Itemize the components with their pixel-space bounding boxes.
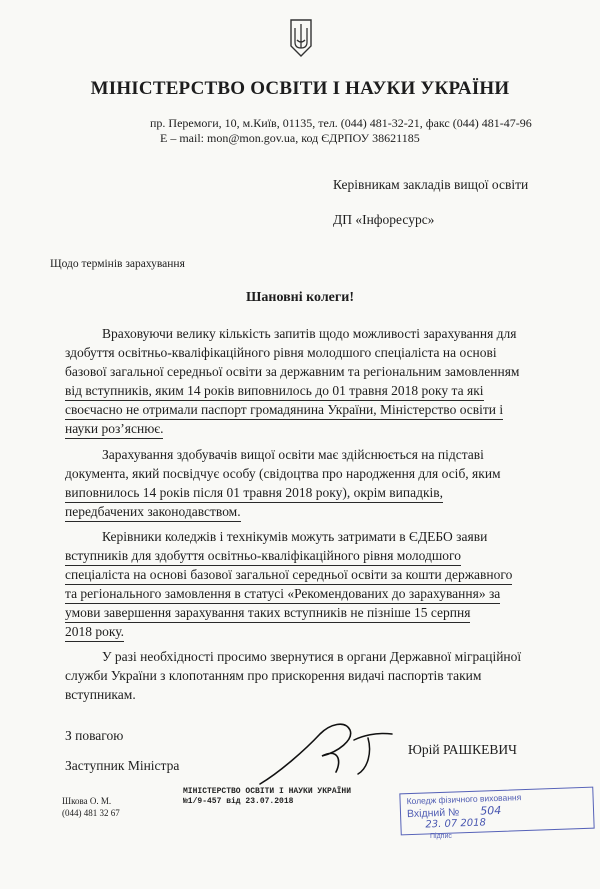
- paragraph-1-line-3: базової загальної середньої освіти за державним та регіональним замовленням: [65, 364, 520, 379]
- paragraph-4-line-3: вступникам.: [65, 687, 136, 702]
- paragraph-3-line-5: умови завершення зарахування таких вступників не пізніше 15 серпня: [65, 603, 470, 623]
- salutation: Шановні колеги!: [246, 290, 354, 305]
- executor-info: [62, 795, 120, 819]
- ministry-title: МІНІСТЕРСТВО ОСВІТИ І НАУКИ УКРАЇНИ: [90, 78, 510, 99]
- subject-line: Щодо термінів зарахування: [50, 258, 185, 270]
- paragraph-3-line-6: 2018 року.: [65, 622, 124, 642]
- stamp-college-name: Коледж фізичного виховання: [406, 792, 522, 807]
- paragraph-1-line-6: науки роз’яснює.: [65, 419, 163, 439]
- signer-name: Юрій РАШКЕВИЧ: [408, 742, 517, 757]
- paragraph-3-line-4: та регіонального замовлення в статусі «Рекомендованих до зарахування» за: [65, 584, 500, 604]
- stamp-incoming-label: Вхідний №: [406, 806, 460, 821]
- handwritten-signature: [250, 712, 400, 792]
- executor-name: Шкова О. М.: [62, 796, 112, 806]
- trident-emblem-icon: [289, 18, 313, 58]
- executor-phone: (044) 481 32 67: [62, 808, 120, 818]
- closing-phrase: З повагою: [65, 728, 124, 743]
- address-line: пр. Перемоги, 10, м.Київ, 01135, тел. (044) 481-32-21, факс (044) 481-47-96: [150, 116, 532, 130]
- registration-ministry: МІНІСТЕРСТВО ОСВІТИ І НАУКИ УКРАЇНИ: [183, 787, 352, 796]
- paragraph-4-line-1: У разі необхідності просимо звернутися в органи Державної міграційної: [102, 649, 522, 664]
- paragraph-1-line-2: здобуття освітньо-кваліфікаційного рівня молодшого спеціаліста на основі: [65, 345, 497, 360]
- paragraph-3-line-2: вступників для здобуття освітньо-кваліфікаційного рівня молодшого: [65, 546, 461, 566]
- signer-position: Заступник Міністра: [65, 758, 180, 773]
- recipient-heads: Керівникам закладів вищої освіти: [333, 177, 529, 192]
- paragraph-1-line-4: від вступників, яким 14 років виповнилось до 01 травня 2018 року та які: [65, 381, 484, 401]
- paragraph-3-line-3: спеціаліста на основі базової загальної середньої освіти за кошти державного: [65, 565, 512, 585]
- paragraph-2-line-3: виповнилось 14 років після 01 травня 2018 року), окрім випадків,: [65, 483, 443, 503]
- recipient-inforesurs: ДП «Інфоресурс»: [333, 212, 435, 227]
- paragraph-1-line-1: Враховуючи велику кількість запитів щодо можливості зарахування для: [102, 326, 517, 341]
- stamp-signature-label: Підпис: [430, 833, 452, 840]
- paragraph-1-line-5: своєчасно не отримали паспорт громадянина України, Міністерство освіти і: [65, 400, 503, 420]
- email-line: E – mail: mon@mon.gov.ua, код ЄДРПОУ 38621185: [160, 131, 420, 145]
- registration-stamp: [183, 787, 351, 807]
- paragraph-3-line-1: Керівники коледжів і технікумів можуть затримати в ЄДЕБО заяви: [102, 529, 488, 544]
- paragraph-2-line-2: документа, який посвідчує особу (свідоцтва про народження для осіб, яким: [65, 466, 501, 481]
- paragraph-2-line-4: передбачених законодавством.: [65, 502, 241, 522]
- paragraph-4-line-2: служби України з клопотанням про прискорення видачі паспортів таким: [65, 668, 482, 683]
- stamp-date: 23. 07 2018: [425, 817, 487, 831]
- registration-number: №1/9-457 від 23.07.2018: [183, 797, 294, 806]
- stamp-incoming-number: 504: [480, 803, 502, 818]
- paragraph-2-line-1: Зарахування здобувачів вищої освіти має здійснюється на підставі: [102, 447, 484, 462]
- college-incoming-stamp: [399, 787, 594, 836]
- contact-info: [150, 116, 530, 146]
